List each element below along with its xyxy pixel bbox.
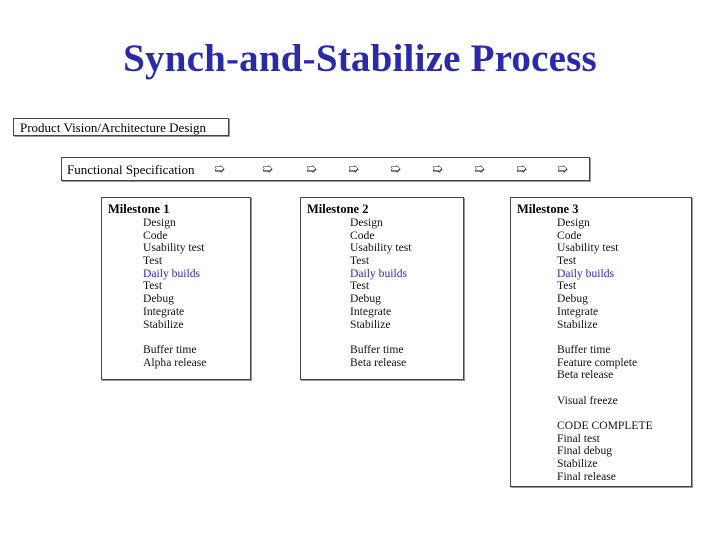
milestone-item: Design <box>557 216 590 229</box>
milestone-item: Debug <box>557 292 588 306</box>
milestone-item: Daily builds <box>143 266 201 280</box>
milestone-item: Feature complete <box>557 355 638 369</box>
milestone-item: Test <box>143 279 163 293</box>
milestone-item: Stabilize <box>350 317 391 331</box>
milestone-item: Final test <box>557 431 600 445</box>
slide-title: Synch-and-Stabilize Process <box>123 37 597 80</box>
list-spacer <box>350 331 412 344</box>
functional-specification-label: Functional Specification <box>67 162 195 177</box>
milestone-item: Buffer time <box>557 342 611 356</box>
arrow-icon: ➯ <box>214 162 225 177</box>
milestone-item: Beta release <box>350 355 407 369</box>
milestone-1-items <box>143 217 206 369</box>
milestone-item: Usability test <box>143 241 205 255</box>
milestone-item: Alpha release <box>143 355 207 369</box>
arrow-icon: ➯ <box>306 162 317 177</box>
milestone-item: Stabilize <box>557 457 598 471</box>
milestone-2-title: Milestone 2 <box>307 202 369 216</box>
milestone-2-box <box>300 197 464 380</box>
milestone-item: Integrate <box>143 304 185 318</box>
milestone-item: CODE COMPLETE <box>557 419 653 432</box>
milestone-3-box <box>510 197 692 487</box>
milestone-item: Daily builds <box>350 266 408 280</box>
milestone-item: Debug <box>143 292 174 306</box>
milestone-item: Buffer time <box>350 342 404 356</box>
list-spacer <box>557 331 653 344</box>
milestone-item: Daily builds <box>557 266 615 280</box>
arrow-icon: ➯ <box>557 162 568 177</box>
milestone-item: Visual freeze <box>557 393 618 407</box>
milestone-item: Test <box>350 279 370 293</box>
milestone-item: Code <box>350 228 375 242</box>
milestone-item: Beta release <box>557 368 614 382</box>
milestone-1-title: Milestone 1 <box>108 202 170 216</box>
milestone-item: Stabilize <box>143 317 184 331</box>
list-spacer <box>143 331 206 344</box>
milestone-item: Code <box>143 228 168 242</box>
milestone-item: Design <box>143 216 176 229</box>
milestone-item: Final release <box>557 469 616 483</box>
milestone-item: Stabilize <box>557 317 598 331</box>
milestone-item: Integrate <box>557 304 599 318</box>
milestone-item: Test <box>143 254 163 268</box>
list-spacer <box>557 382 653 395</box>
milestone-item: Integrate <box>350 304 392 318</box>
milestone-item: Debug <box>350 292 381 306</box>
arrow-icon: ➯ <box>516 162 527 177</box>
milestone-item: Final debug <box>557 444 613 458</box>
milestone-item: Buffer time <box>143 342 197 356</box>
milestone-item: Test <box>557 254 577 268</box>
arrow-icon: ➯ <box>432 162 443 177</box>
milestone-item: Test <box>350 254 370 268</box>
milestone-item: Test <box>557 279 577 293</box>
product-vision-box: Product Vision/Architecture Design <box>13 118 229 136</box>
arrow-icon: ➯ <box>390 162 401 177</box>
milestone-item: Usability test <box>350 241 412 255</box>
milestone-item: Design <box>350 216 383 229</box>
milestone-item: Usability test <box>557 241 619 255</box>
arrow-icon: ➯ <box>474 162 485 177</box>
milestone-item: Code <box>557 228 582 242</box>
arrow-icon: ➯ <box>262 162 273 177</box>
arrow-icon: ➯ <box>348 162 359 177</box>
milestone-1-box <box>101 197 251 380</box>
milestone-2-items <box>350 217 412 369</box>
milestone-3-title: Milestone 3 <box>517 202 579 216</box>
functional-specification-box <box>61 157 590 181</box>
milestone-3-items <box>557 217 653 483</box>
